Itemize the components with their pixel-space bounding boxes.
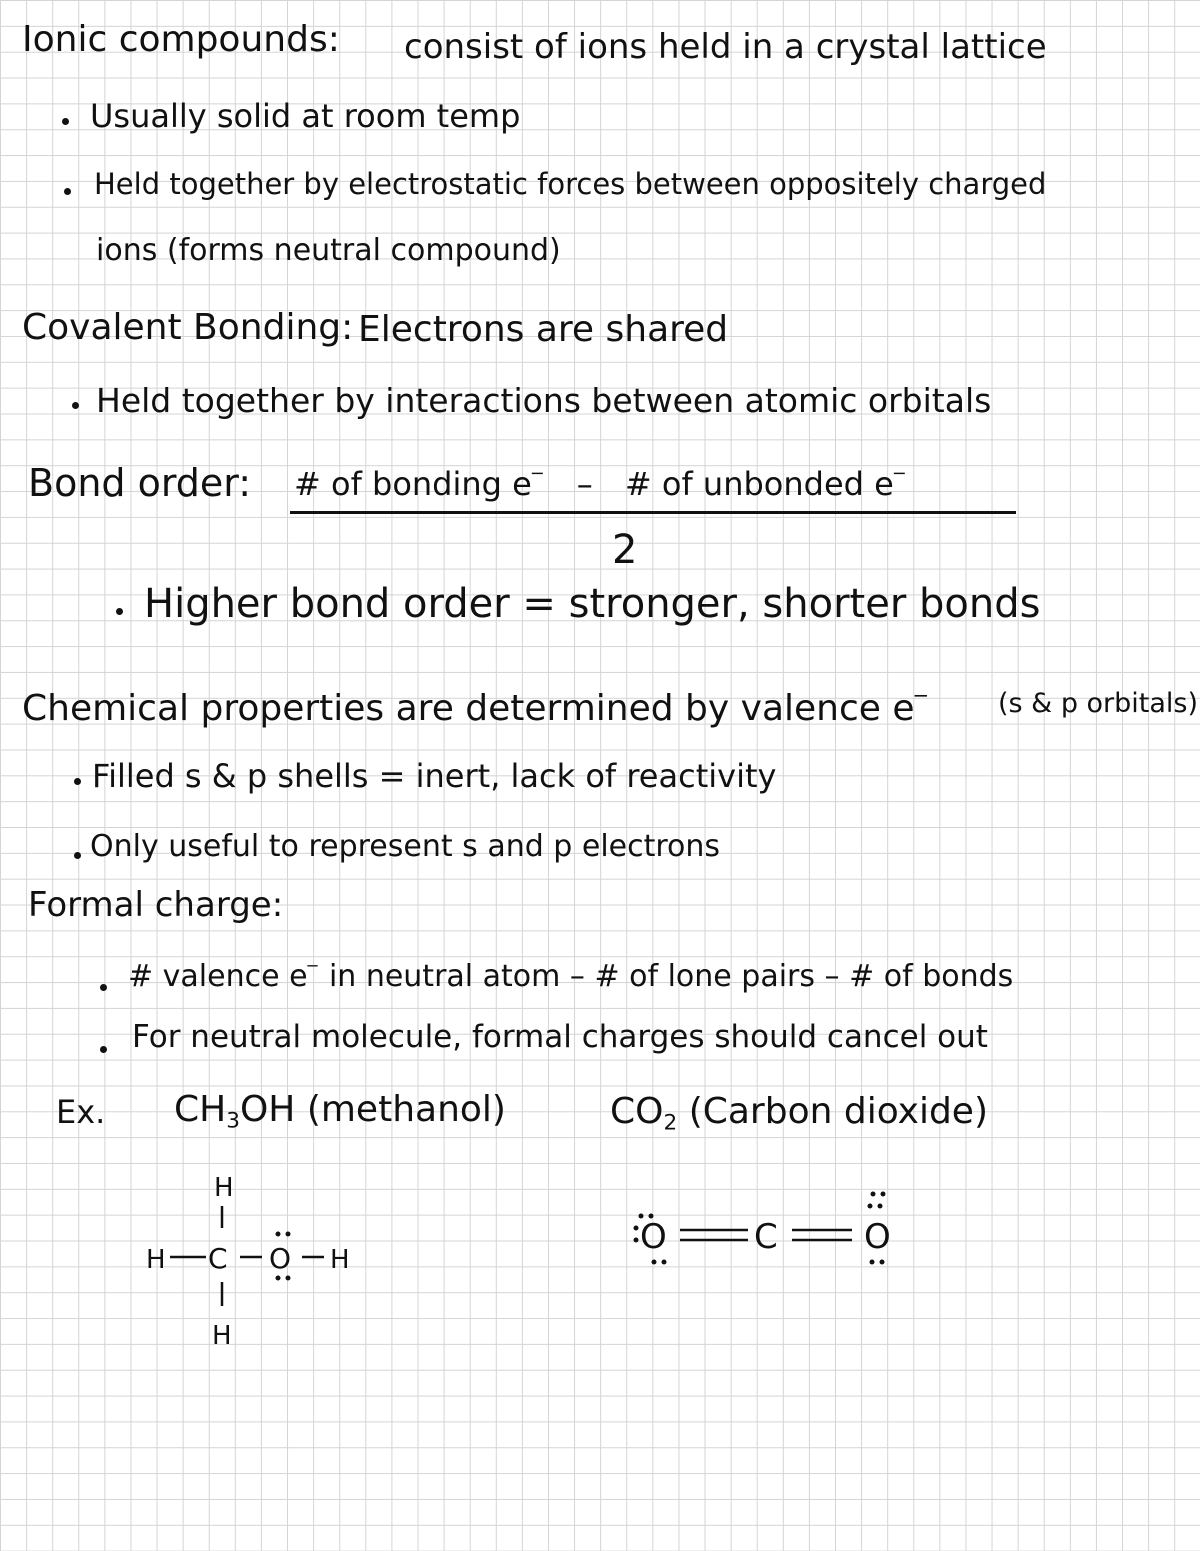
lone-pair-dot	[652, 1260, 657, 1265]
co2-lewis-structure	[620, 1180, 920, 1290]
bullet-dot	[116, 608, 123, 615]
lone-pair-dot	[662, 1260, 667, 1265]
formal-charge-heading: Formal charge:	[28, 885, 284, 925]
formal-charge-bullet-1-a: # valence e	[128, 958, 308, 994]
lone-pair-dot	[634, 1238, 639, 1243]
lone-pair-dot	[870, 1260, 875, 1265]
electron-charge: −	[912, 684, 930, 707]
methanol-formula-a: CH	[174, 1089, 227, 1130]
numerator-bonding: # of bonding e	[294, 464, 532, 503]
co2-formula	[610, 1091, 988, 1136]
example-label: Ex.	[56, 1093, 106, 1131]
formal-charge-bullet-1-b: in neutral atom – # of lone pairs – # of bonds	[328, 958, 1014, 994]
chemical-properties-line	[22, 686, 929, 727]
lone-pair-dot	[868, 1204, 873, 1209]
electron-charge: −	[529, 464, 545, 484]
co2-formula-b: (Carbon dioxide)	[688, 1091, 988, 1132]
lone-pair-dot	[871, 1192, 876, 1197]
lone-pair-dot	[880, 1260, 885, 1265]
chemical-bullet-2: Only useful to represent s and p electrons	[90, 829, 721, 864]
co2-atom-o-right: O	[864, 1217, 891, 1257]
covalent-definition: Electrons are shared	[358, 309, 729, 350]
methanol-atom-h-bottom: H	[212, 1321, 232, 1351]
lone-pair-dot	[286, 1276, 291, 1281]
bond-order-denominator: 2	[612, 527, 638, 573]
chemical-bullet-1: Filled s & p shells = inert, lack of reactivity	[92, 757, 777, 795]
ionic-definition: consist of ions held in a crystal lattice	[404, 27, 1047, 67]
lone-pair-dot	[276, 1232, 281, 1237]
lone-pair-dot	[276, 1276, 281, 1281]
methanol-atom-h-right: H	[330, 1245, 350, 1275]
methanol-formula	[174, 1089, 506, 1134]
bond-order-bullet-1: Higher bond order = stronger, shorter bonds	[144, 581, 1041, 627]
lone-pair-dot	[634, 1226, 639, 1231]
electron-charge: −	[891, 464, 907, 484]
methanol-atom-h-left: H	[146, 1245, 166, 1275]
co2-atom-o-left: O	[640, 1217, 667, 1257]
co2-formula-subscript: 2	[663, 1110, 678, 1136]
ionic-bullet-2-line-2: ions (forms neutral compound)	[96, 233, 561, 268]
ionic-bullet-2-line-1: Held together by electrostatic forces between oppositely charged	[94, 167, 1047, 201]
lone-pair-dot	[286, 1232, 291, 1237]
ionic-bullet-1: Usually solid at room temp	[90, 97, 521, 135]
formal-charge-bullet-2: For neutral molecule, formal charges should cancel out	[132, 1019, 988, 1055]
co2-formula-a: CO	[610, 1091, 664, 1132]
methanol-formula-b: OH (methanol)	[239, 1089, 506, 1130]
co2-atom-c: C	[754, 1217, 778, 1257]
bullet-dot	[62, 118, 69, 125]
bullet-dot	[74, 778, 81, 785]
methanol-formula-subscript: 3	[226, 1108, 240, 1134]
methanol-lewis-structure	[130, 1160, 390, 1370]
chemical-orbitals-paren: (s & p orbitals)	[998, 688, 1199, 719]
formal-charge-bullet-1	[128, 958, 1013, 992]
fraction-bar	[290, 511, 1016, 514]
electron-charge: −	[305, 956, 320, 975]
bullet-dot	[72, 402, 79, 409]
bond-order-numerator	[294, 464, 907, 503]
covalent-heading: Covalent Bonding:	[22, 307, 354, 348]
lone-pair-dot	[878, 1204, 883, 1209]
numerator-minus: –	[576, 464, 593, 503]
lone-pair-dot	[881, 1192, 886, 1197]
covalent-bullet-1: Held together by interactions between atomic orbitals	[96, 381, 992, 420]
methanol-atom-o: O	[269, 1242, 292, 1275]
methanol-atom-h-top: H	[214, 1173, 234, 1203]
chemical-line-text: Chemical properties are determined by valence e	[22, 687, 915, 729]
bullet-dot	[100, 984, 107, 991]
bullet-dot	[64, 188, 71, 195]
bullet-dot	[100, 1046, 107, 1053]
ionic-heading: Ionic compounds:	[22, 19, 340, 60]
bullet-dot	[74, 852, 81, 859]
bond-order-label: Bond order:	[28, 461, 252, 505]
numerator-unbonded: # of unbonded e	[624, 464, 894, 503]
methanol-atom-c: C	[208, 1242, 228, 1275]
